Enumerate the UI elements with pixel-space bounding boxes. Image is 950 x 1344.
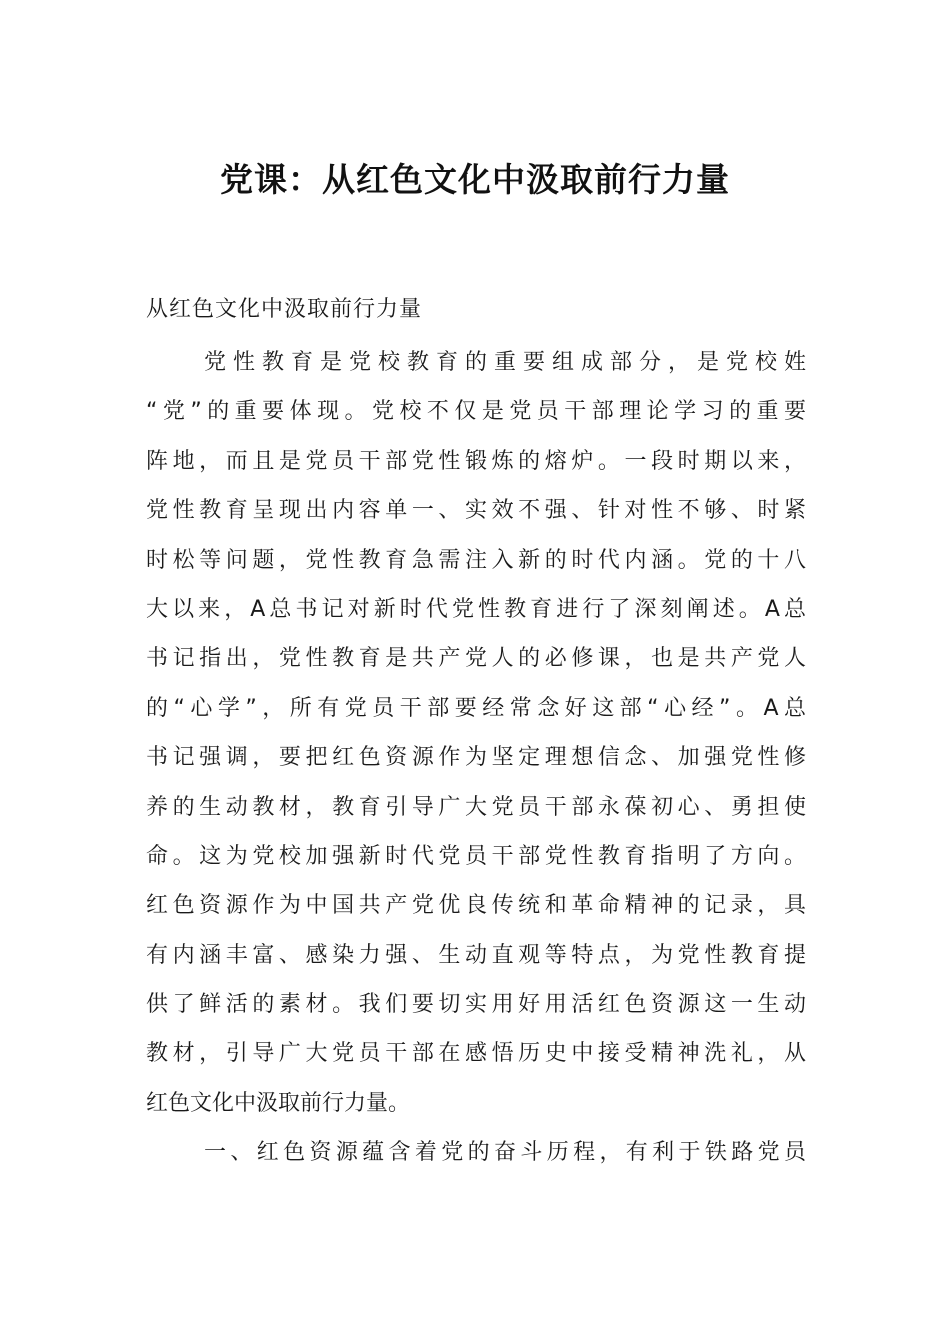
paragraph-line: 供了鲜活的素材。我们要切实用好用活红色资源这一生动 <box>146 992 806 1018</box>
paragraph-line: 教材，引导广大党员干部在感悟历史中接受精神洗礼，从 <box>146 1041 806 1067</box>
paragraph-line: 的“心学”，所有党员干部要经常念好这部“心经”。A总 <box>146 695 806 721</box>
paragraph-line: 红色资源作为中国共产党优良传统和革命精神的记录，具 <box>146 893 806 919</box>
paragraph-line: 党性教育是党校教育的重要组成部分，是党校姓 <box>204 350 806 375</box>
body-text <box>146 338 806 1178</box>
paragraph-line: 有内涵丰富、感染力强、生动直观等特点，为党性教育提 <box>146 942 806 968</box>
paragraph-line: “党”的重要体现。党校不仅是党员干部理论学习的重要 <box>146 399 806 425</box>
paragraph-line: 红色文化中汲取前行力量。 <box>146 1090 411 1116</box>
paragraph-line: 时松等问题，党性教育急需注入新的时代内涵。党的十八 <box>146 547 806 573</box>
paragraph-line: 书记强调，要把红色资源作为坚定理想信念、加强党性修 <box>146 745 806 771</box>
document-title: 党课：从红色文化中汲取前行力量 <box>220 160 730 199</box>
paragraph-line: 命。这为党校加强新时代党员干部党性教育指明了方向。 <box>146 843 806 869</box>
document-subtitle: 从红色文化中汲取前行力量 <box>146 297 423 322</box>
paragraph-line: 大以来，A总书记对新时代党性教育进行了深刻阐述。A总 <box>146 596 806 622</box>
section-heading-line: 一、红色资源蕴含着党的奋斗历程，有利于铁路党员 <box>204 1140 806 1166</box>
paragraph-line: 养的生动教材，教育引导广大党员干部永葆初心、勇担使 <box>146 794 806 820</box>
paragraph-line: 党性教育呈现出内容单一、实效不强、针对性不够、时紧 <box>146 498 806 524</box>
paragraph-line: 阵地，而且是党员干部党性锻炼的熔炉。一段时期以来， <box>146 448 806 474</box>
paragraph-line: 书记指出，党性教育是共产党人的必修课，也是共产党人 <box>146 646 806 672</box>
